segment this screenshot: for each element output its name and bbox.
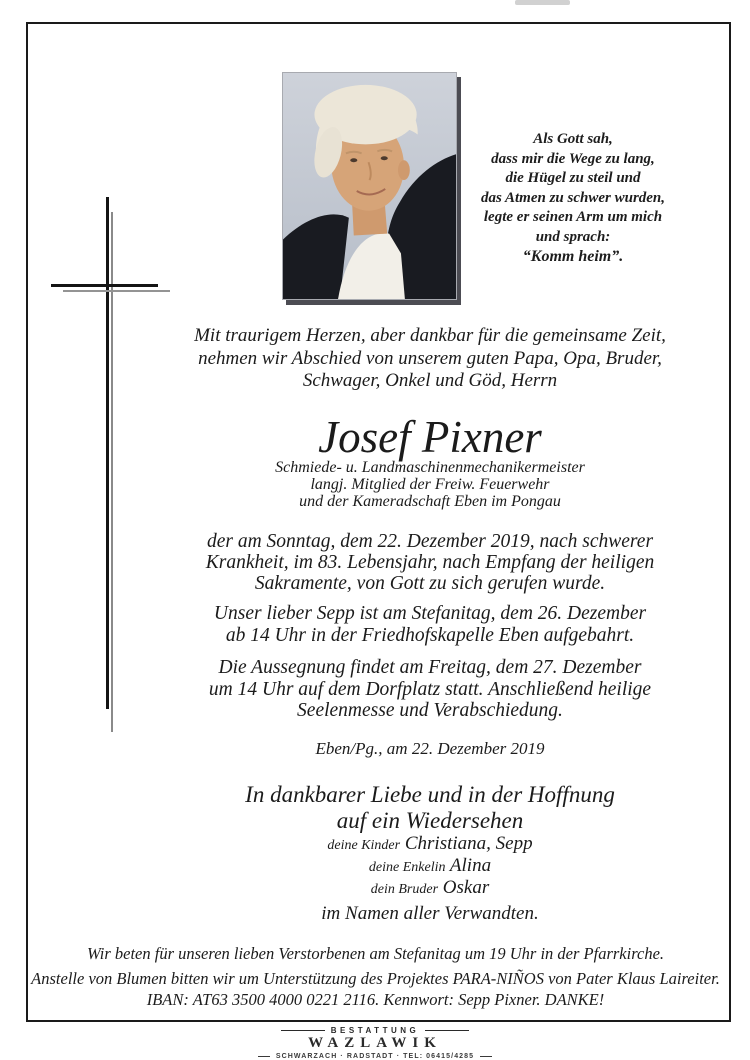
title-line: langj. Mitglied der Freiw. Feuerwehr [310, 476, 550, 493]
prayer-note: Wir beten für unseren lieben Verstorbenen am Stefanitag um 19 Uhr in der Pfarrkirche. [86, 944, 665, 963]
cross-horizontal-bar [51, 284, 158, 287]
mourner-relation: dein Bruder [370, 882, 439, 897]
rule-line [480, 1056, 492, 1057]
mourner-names: Oskar [442, 877, 490, 898]
funeral-home-contact-line [258, 1053, 492, 1060]
death-paragraph [138, 531, 722, 594]
laying-line: ab 14 Uhr in der Friedhofskapelle Eben aufgebahrt. [225, 625, 635, 646]
poem-line: Als Gott sah, [533, 131, 613, 147]
rule-line [258, 1056, 270, 1057]
donation-line: Anstelle von Blumen bitten wir um Unterstützung des Projektes PARA-NIÑOS von Pater Klaus Laireiter. [31, 969, 720, 988]
in-name-of-relatives: im Namen aller Verwandten. [321, 903, 539, 924]
mourner-relation: deine Kinder [327, 838, 401, 853]
title-line: und der Kameradschaft Eben im Pongau [299, 493, 561, 510]
intro-line: nehmen wir Abschied von unserem guten Papa, Opa, Bruder, [198, 347, 662, 369]
rule-line [281, 1030, 325, 1032]
mourner-names: Christiana, Sepp [404, 833, 533, 854]
mourners-list [138, 834, 722, 900]
portrait-illustration [283, 73, 456, 299]
place-and-date-line: Eben/Pg., am 22. Dezember 2019 [315, 739, 545, 758]
funeral-home-logo [0, 1026, 750, 1060]
funeral-home-type-line [258, 1026, 492, 1035]
funeral-home-type: BESTATTUNG [330, 1026, 420, 1035]
donation-note [13, 969, 738, 1010]
farewell-line: In dankbarer Liebe und in der Hoffnung [245, 782, 615, 807]
deceased-titles [138, 459, 722, 510]
blessing-paragraph [138, 657, 722, 722]
scan-artifact [515, 0, 570, 5]
blessing-line: Seelenmesse und Verabschiedung. [297, 700, 563, 721]
portrait-photo [282, 72, 457, 300]
funeral-home-name: WAZLAWIK [308, 1035, 442, 1051]
mourner-row [138, 834, 722, 856]
funeral-home-logo-inner [258, 1026, 492, 1060]
poem-line: dass mir die Wege zu lang, [491, 150, 655, 167]
laying-out-paragraph [138, 603, 722, 647]
deceased-name: Josef Pixner [318, 412, 542, 462]
poem-line: die Hügel zu steil und [505, 170, 641, 186]
mourner-relation: deine Enkelin [368, 860, 446, 875]
poem-quote-line: “Komm heim”. [522, 248, 624, 265]
death-line: der am Sonntag, dem 22. Dezember 2019, nach schwerer [206, 531, 654, 552]
death-line: Sakramente, von Gott zu sich gerufen wurde. [254, 573, 606, 594]
mourner-names: Alina [449, 855, 492, 876]
death-line: Krankheit, im 83. Lebensjahr, nach Empfang der heiligen [205, 552, 655, 573]
title-line: Schmiede- u. Landmaschinenmechanikermeister [275, 459, 585, 476]
mourner-row [138, 878, 722, 900]
cross-vertical-bar [106, 197, 109, 709]
intro-line: Schwager, Onkel und Göd, Herrn [302, 370, 558, 391]
memorial-poem [448, 130, 698, 267]
blessing-line: um 14 Uhr auf dem Dorfplatz statt. Anschließend heilige [208, 678, 652, 700]
intro-line: Mit traurigem Herzen, aber dankbar für die gemeinsame Zeit, [194, 325, 666, 346]
laying-line: Unser lieber Sepp ist am Stefanitag, dem 26. Dezember [213, 603, 647, 624]
farewell-statement [138, 782, 722, 834]
blessing-line: Die Aussegnung findet am Freitag, dem 27. Dezember [218, 657, 642, 678]
donation-line: IBAN: AT63 3500 4000 0221 2116. Kennwort: Sepp Pixner. DANKE! [146, 989, 605, 1009]
cross-horizontal-shadow-line [63, 290, 170, 292]
mourner-row [138, 856, 722, 878]
poem-line: und sprach: [535, 228, 611, 245]
rule-line [425, 1030, 469, 1032]
farewell-line: auf ein Wiedersehen [336, 808, 524, 833]
poem-line: das Atmen zu schwer wurden, [480, 189, 666, 206]
funeral-home-contact: SCHWARZACH · RADSTADT · TEL: 06415/4285 [275, 1053, 475, 1060]
poem-line: legte er seinen Arm um mich [483, 209, 663, 225]
intro-paragraph [138, 325, 722, 393]
